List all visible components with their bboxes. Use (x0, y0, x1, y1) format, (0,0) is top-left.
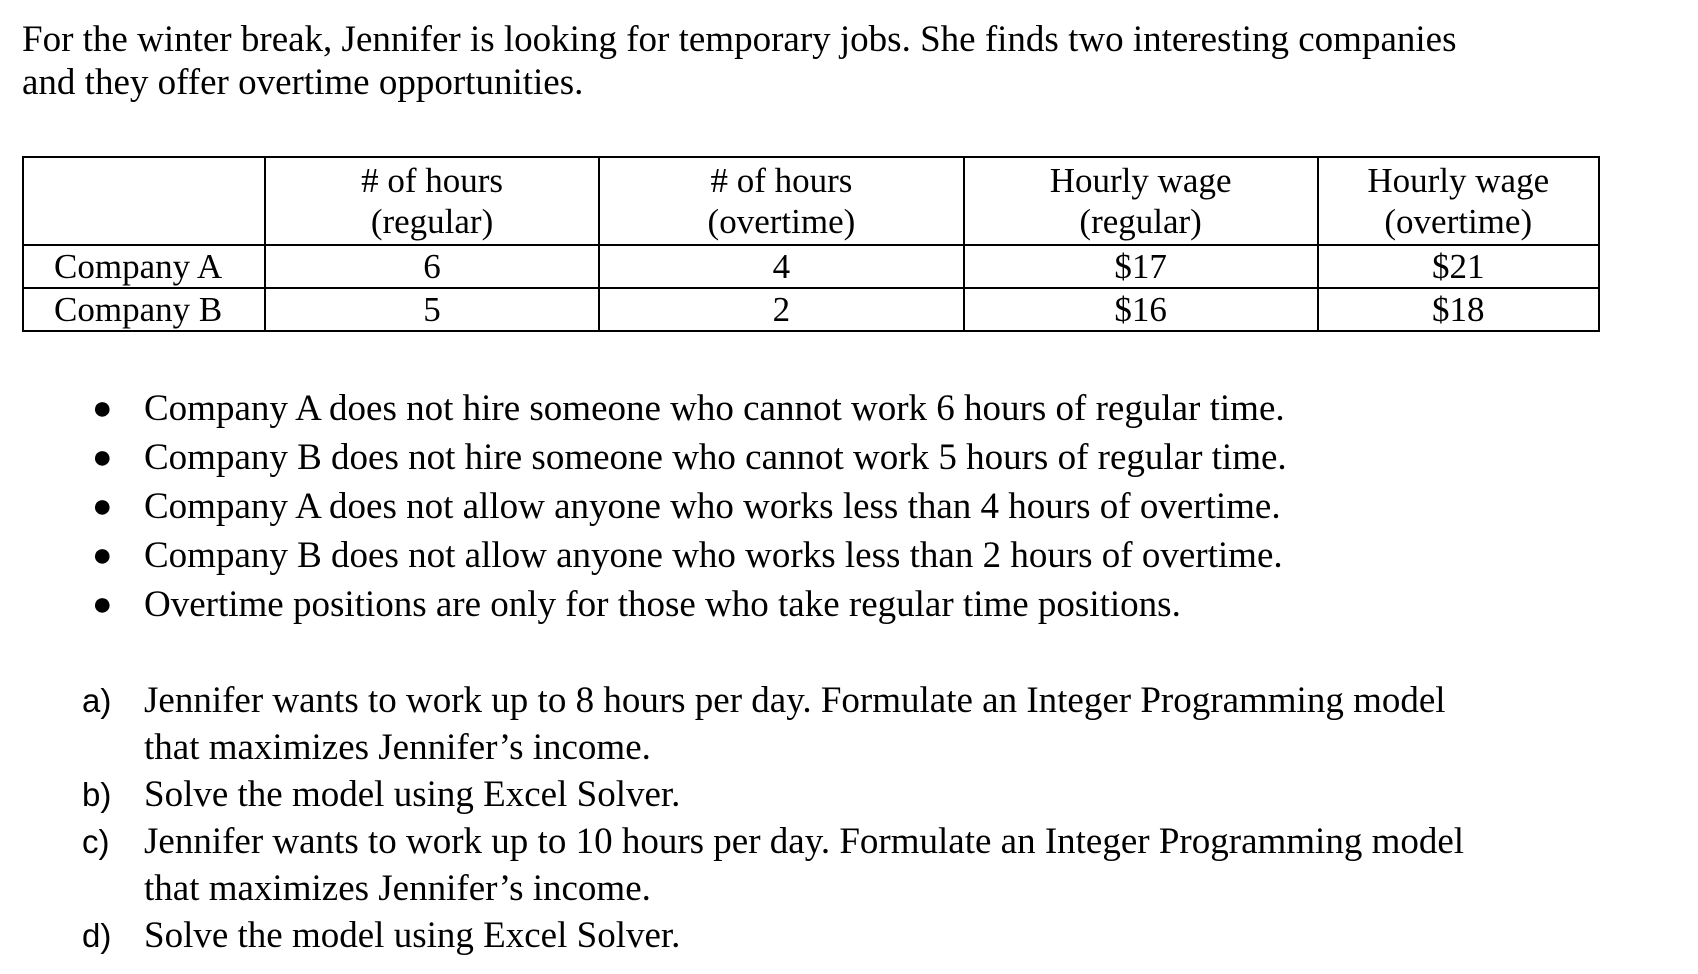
ot-wage-cell: $21 (1318, 245, 1599, 288)
list-item (0, 580, 1287, 629)
table-row (23, 245, 1599, 288)
bullet-icon: ● (92, 586, 113, 623)
reg-wage-cell: $16 (964, 288, 1318, 331)
header-ot-wage (1318, 157, 1599, 245)
company-table (22, 156, 1600, 332)
reg-hours-cell: 6 (265, 245, 599, 288)
rule-text: Company B does not allow anyone who works less than 2 hours of overtime. (144, 535, 1283, 576)
rule-text: Company A does not allow anyone who works less than 4 hours of overtime. (144, 486, 1281, 527)
company-name: Company B (23, 288, 265, 331)
ot-hours-cell: 2 (599, 288, 964, 331)
intro-paragraph (22, 18, 1662, 104)
question-marker: a) (82, 682, 112, 719)
list-item (0, 433, 1287, 482)
rule-text: Company B does not hire someone who cannot work 5 hours of regular time. (144, 437, 1287, 478)
bullet-icon: ● (92, 537, 113, 574)
question-text-line1: Solve the model using Excel Solver. (144, 915, 681, 956)
header-reg-hours (265, 157, 599, 245)
rules-list (0, 384, 1287, 629)
header-reg-wage-line1: Hourly wage (1049, 161, 1232, 200)
header-ot-wage-line2: (overtime) (1384, 202, 1533, 241)
header-ot-wage-line1: Hourly wage (1367, 161, 1550, 200)
header-reg-wage (964, 157, 1318, 245)
rule-text: Company A does not hire someone who cannot work 6 hours of regular time. (144, 388, 1285, 429)
header-reg-hours-line2: (regular) (370, 202, 494, 241)
bullet-icon: ● (92, 439, 113, 476)
question-item-a (0, 677, 1690, 771)
question-text-line1: Solve the model using Excel Solver. (144, 774, 681, 815)
table-row (23, 288, 1599, 331)
question-text-line2: that maximizes Jennifer’s income. (144, 868, 651, 909)
question-item-c (0, 818, 1690, 912)
question-text-line1: Jennifer wants to work up to 10 hours per day. Formulate an Integer Programming model (144, 821, 1465, 862)
bullet-icon: ● (92, 488, 113, 525)
question-text-line1: Jennifer wants to work up to 8 hours per day. Formulate an Integer Programming model (144, 680, 1446, 721)
question-marker: c) (82, 823, 110, 860)
questions-list (0, 677, 1690, 959)
question-item-b (0, 771, 1690, 818)
ot-hours-cell: 4 (599, 245, 964, 288)
question-text-line2: that maximizes Jennifer’s income. (144, 727, 651, 768)
header-ot-hours (599, 157, 964, 245)
rule-text: Overtime positions are only for those who take regular time positions. (144, 584, 1181, 625)
question-marker: b) (82, 776, 112, 813)
reg-hours-cell: 5 (265, 288, 599, 331)
list-item (0, 384, 1287, 433)
company-name: Company A (23, 245, 265, 288)
intro-line-2: and they offer overtime opportunities. (22, 62, 584, 103)
list-item (0, 482, 1287, 531)
reg-wage-cell: $17 (964, 245, 1318, 288)
question-item-d (0, 912, 1690, 959)
header-reg-hours-line1: # of hours (361, 161, 504, 200)
header-ot-hours-line1: # of hours (710, 161, 853, 200)
table-header-row (23, 157, 1599, 245)
header-ot-hours-line2: (overtime) (707, 202, 856, 241)
ot-wage-cell: $18 (1318, 288, 1599, 331)
header-cell-empty (23, 157, 265, 245)
intro-line-1: For the winter break, Jennifer is looking for temporary jobs. She finds two interesting companies (22, 19, 1457, 60)
header-reg-wage-line2: (regular) (1079, 202, 1202, 241)
bullet-icon: ● (92, 390, 113, 427)
question-marker: d) (82, 917, 112, 954)
list-item (0, 531, 1287, 580)
